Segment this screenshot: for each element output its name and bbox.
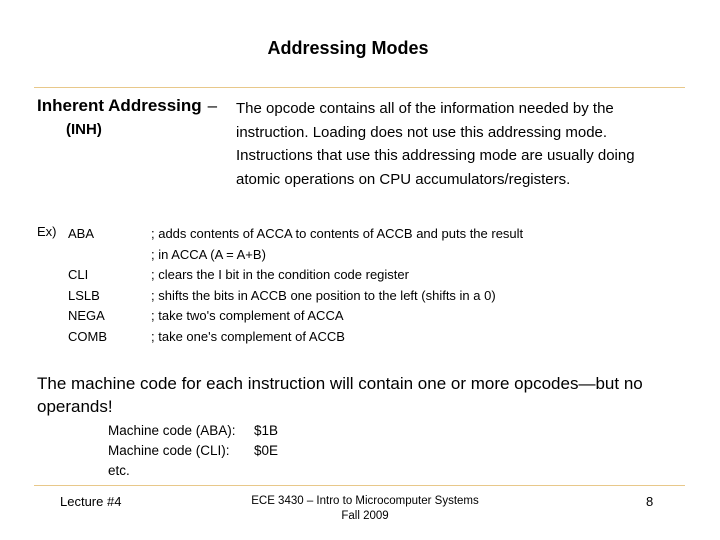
machine-code-label: Machine code (CLI): [108,443,230,458]
section-heading [37,96,217,116]
title-divider [34,87,685,88]
description-line: atomic operations on CPU accumulators/registers. [236,170,571,188]
mnemonic [68,245,107,266]
instruction-mnemonics [68,224,107,347]
mode-abbreviation: (INH) [66,121,102,138]
comment-line: ; take two's complement of ACCA [151,308,344,323]
comment-line: ; take one's complement of ACCB [151,328,345,344]
course-term: Fall 2009 [341,510,389,522]
instruction-comments [151,224,523,347]
machine-code-labels [108,421,236,481]
example-label: Ex) [37,224,57,239]
paragraph-line: operands! [37,397,113,416]
comment-line: ; shifts the bits in ACCB one position to the left (shifts in a 0) [151,287,496,303]
lecture-number: Lecture #4 [60,494,122,509]
comment-line: ; clears the I bit in the condition code register [151,267,409,282]
machine-code-value [254,461,278,481]
machine-code-label: etc. [108,463,130,478]
slide-title: Addressing Modes [267,38,429,58]
mnemonic: NEGA [68,308,105,323]
mnemonic: COMB [68,328,107,344]
machine-code-values [254,421,278,481]
machine-code-value: $0E [254,443,279,458]
heading-dash: – [207,96,218,115]
paragraph-line: The machine code for each instruction will contain one or more opcodes—but no [37,374,643,393]
machine-code-value: $1B [254,423,279,438]
comment-line: ; in ACCA (A = A+B) [151,246,266,262]
mnemonic: ABA [68,226,95,241]
description-line: instruction. Loading does not use this addressing mode. [236,123,608,141]
mnemonic: LSLB [68,287,100,303]
page-number: 8 [646,494,654,509]
mode-description [236,97,635,191]
heading-text: Inherent Addressing [37,96,202,115]
machine-code-label: Machine code (ABA): [108,423,236,438]
description-line: Instructions that use this addressing mode are usually doing [236,147,635,164]
mnemonic: CLI [68,267,89,282]
footer-divider [34,485,685,486]
machine-code-paragraph [37,372,643,418]
course-title: ECE 3430 – Intro to Microcomputer Systems [251,495,479,507]
course-info [210,494,520,524]
description-line: The opcode contains all of the information needed by the [236,100,614,117]
comment-line: ; adds contents of ACCA to contents of ACCB and puts the result [151,226,524,241]
